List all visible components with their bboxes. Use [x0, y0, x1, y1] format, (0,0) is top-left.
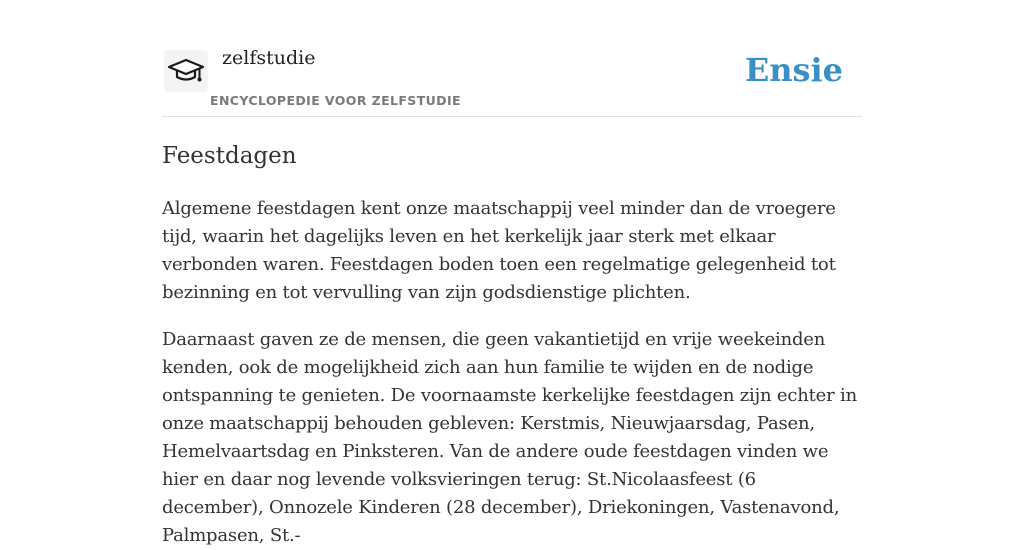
page-title: Feestdagen — [162, 143, 297, 169]
content-container — [162, 0, 862, 550]
article-paragraph: Daarnaast gaven ze de mensen, die geen vakantietijd en vrije weekeinden kenden, ook de mogelijkheid zich aan hun familie te wijden en de nodige ontspanning te genieten. De voornaamste kerkelijke feestdagen zijn echter in onze maatschappij behouden gebleven: Kerstmis, Nieuwjaarsdag, Pasen, Hemelvaartsdag en Pinksteren. Van de andere oude feestdagen vinden we hier en daar nog levende volksvieringen terug: St.Nicolaasfeest (6 december), Onnozele Kinderen (28 december), Driekoningen, Vastenavond, Palmpasen, St.- — [162, 329, 857, 546]
site-logo[interactable] — [164, 50, 208, 92]
article-paragraph: Algemene feestdagen kent onze maatschappij veel minder dan de vroegere tijd, waarin het dagelijks leven en het kerkelijk jaar sterk met elkaar verbonden waren. Feestdagen boden toen een regelmatige gelegenheid tot bezinning en tot vervulling van zijn godsdienstige plichten. — [162, 198, 836, 303]
site-tagline: ENCYCLOPEDIE VOOR ZELFSTUDIE — [210, 93, 461, 108]
site-header — [162, 0, 862, 117]
graduation-cap-icon — [166, 56, 206, 86]
brand-logo-link[interactable]: Ensie — [744, 51, 843, 89]
site-name[interactable]: zelfstudie — [222, 47, 316, 69]
